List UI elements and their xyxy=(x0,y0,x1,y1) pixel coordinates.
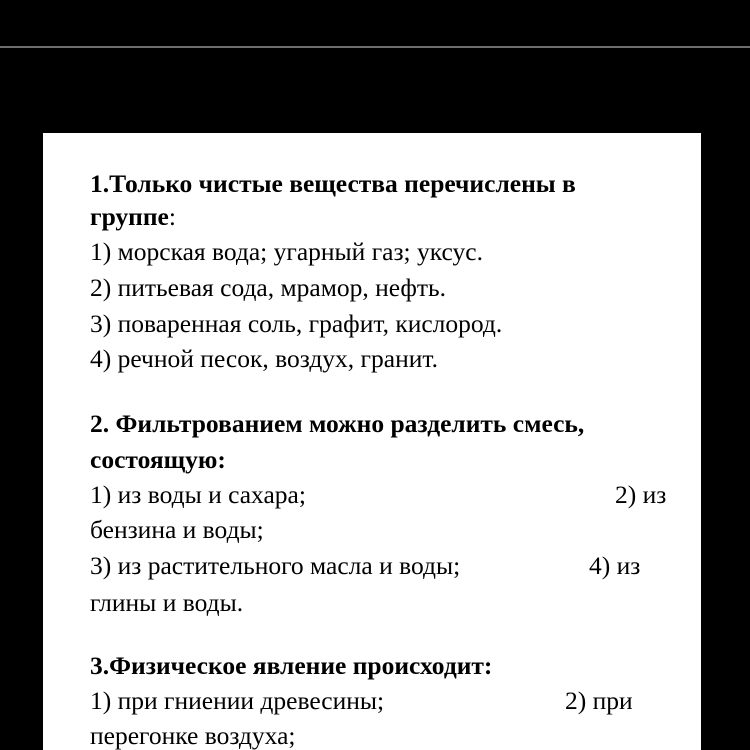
q2-title-line2: состоящую: xyxy=(90,445,226,474)
q1-title-line2 xyxy=(90,202,176,232)
q1-title-colon: : xyxy=(168,202,176,231)
q2-option-2-cont: бензина и воды; xyxy=(90,515,264,544)
q2-option-2-start: 2) из xyxy=(615,480,667,509)
q1-title-word: группе xyxy=(90,202,169,231)
document-sheet xyxy=(43,133,701,750)
q2-option-4-cont: глины и воды. xyxy=(90,588,244,617)
q3-option-2-start: 2) при xyxy=(565,686,633,715)
q3-title: 3.Физическое явление происходит: xyxy=(90,651,493,680)
q2-option-4-start: 4) из xyxy=(589,551,641,580)
q2-option-1: 1) из воды и сахара; xyxy=(90,480,306,509)
q2-title-line1: 2. Фильтрованием можно разделить смесь, xyxy=(90,409,585,438)
q1-option-1: 1) морская вода; угарный газ; уксус. xyxy=(90,237,483,266)
q3-option-1: 1) при гниении древесины; xyxy=(90,686,385,715)
q1-title-line1: 1.Только чистые вещества перечислены в xyxy=(90,169,576,198)
q3-option-2-cont: перегонке воздуха; xyxy=(90,721,296,750)
q1-option-4: 4) речной песок, воздух, гранит. xyxy=(90,344,438,373)
q1-option-2: 2) питьевая сода, мрамор, нефть. xyxy=(90,273,447,302)
q1-option-3: 3) поваренная соль, графит, кислород. xyxy=(90,309,503,338)
q2-option-3: 3) из растительного масла и воды; xyxy=(90,551,461,580)
divider-line xyxy=(0,46,750,48)
